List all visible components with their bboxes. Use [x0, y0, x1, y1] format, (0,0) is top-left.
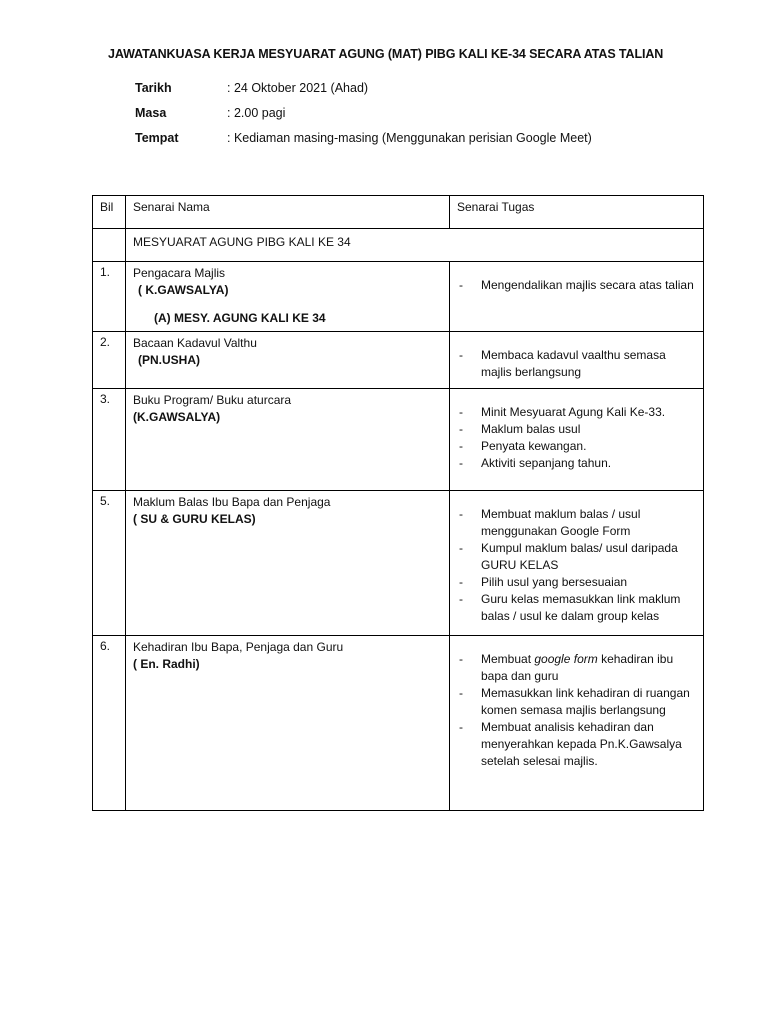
duty-item: - Aktiviti sepanjang tahun. [457, 455, 697, 472]
duty-item: - Mengendalikan majlis secara atas talian [457, 277, 697, 294]
row-name-cell [126, 491, 450, 636]
row-name: Pengacara Majlis [133, 266, 226, 280]
section-title-cell [126, 229, 704, 262]
row-person: (PN.USHA) [138, 353, 200, 367]
row-sub-item: (A) MESY. AGUNG KALI KE 34 [154, 311, 326, 325]
header-nama: Senarai Nama [126, 196, 450, 229]
table-row [93, 491, 704, 636]
table-row [93, 262, 704, 332]
duty-item: - Kumpul maklum balas/ usul daripada GURU KELAS [457, 540, 697, 574]
section-row [93, 229, 704, 262]
row-name: Buku Program/ Buku aturcara [133, 393, 292, 407]
row-name-cell [126, 262, 450, 332]
row-bil: 6. [93, 636, 126, 811]
row-name: Bacaan Kadavul Valthu [133, 336, 257, 350]
row-name-cell [126, 389, 450, 491]
duty-item: - Membuat analisis kehadiran dan menyerahkan kepada Pn.K.Gawsalya setelah selesai majlis. [457, 719, 697, 770]
meta-label-place: Tempat [135, 131, 179, 145]
google-form-emphasis: google form [534, 652, 598, 666]
table-header-row [93, 196, 704, 229]
row-bil: 5. [93, 491, 126, 636]
row-duties-cell [450, 262, 704, 332]
duty-item: - Maklum balas usul [457, 421, 697, 438]
row-name: Maklum Balas Ibu Bapa dan Penjaga [133, 495, 331, 509]
row-person: ( SU & GURU KELAS) [133, 512, 256, 526]
duty-item: - Membuat maklum balas / usul menggunakan Google Form [457, 506, 697, 540]
duty-item: - Membaca kadavul vaalthu semasa majlis berlangsung [457, 347, 697, 381]
header-tugas: Senarai Tugas [450, 196, 704, 229]
row-name-cell [126, 636, 450, 811]
meta-label-time: Masa [135, 106, 167, 120]
meta-value-place: : Kediaman masing-masing (Menggunakan perisian Google Meet) [227, 131, 592, 145]
row-name-cell [126, 332, 450, 389]
duty-item: - Minit Mesyuarat Agung Kali Ke-33. [457, 404, 697, 421]
header-bil: Bil [93, 196, 126, 229]
row-bil: 2. [93, 332, 126, 389]
row-name: Kehadiran Ibu Bapa, Penjaga dan Guru [133, 640, 344, 654]
task-table [92, 195, 704, 811]
row-person: ( En. Radhi) [133, 657, 200, 671]
section-title: MESYUARAT AGUNG PIBG KALI KE 34 [133, 235, 351, 249]
row-duties-cell [450, 491, 704, 636]
meta-value-date: : 24 Oktober 2021 (Ahad) [227, 81, 369, 95]
meta-row-time [135, 106, 285, 120]
row-duties-cell [450, 636, 704, 811]
section-bil-cell [93, 229, 126, 262]
meta-value-time: : 2.00 pagi [227, 106, 286, 120]
row-bil: 3. [93, 389, 126, 491]
duty-item: - Pilih usul yang bersesuaian [457, 574, 697, 591]
duty-item: - Memasukkan link kehadiran di ruangan komen semasa majlis berlangsung [457, 685, 697, 719]
row-bil: 1. [93, 262, 126, 332]
row-duties-cell [450, 332, 704, 389]
duty-item: - Guru kelas memasukkan link maklum balas / usul ke dalam group kelas [457, 591, 697, 625]
meta-label-date: Tarikh [135, 81, 172, 95]
table-row [93, 636, 704, 811]
row-person: (K.GAWSALYA) [133, 410, 221, 424]
meta-row-place [135, 131, 592, 145]
duty-item: - Membuat google form kehadiran ibu bapa dan guru [457, 651, 697, 685]
table-row [93, 389, 704, 491]
table-row [93, 332, 704, 389]
row-duties-cell [450, 389, 704, 491]
row-person: ( K.GAWSALYA) [138, 283, 229, 297]
document-title: JAWATANKUASA KERJA MESYUARAT AGUNG (MAT) PIBG KALI KE-34 SECARA ATAS TALIAN [108, 47, 664, 61]
duty-item: - Penyata kewangan. [457, 438, 697, 455]
meta-row-date [135, 81, 368, 95]
